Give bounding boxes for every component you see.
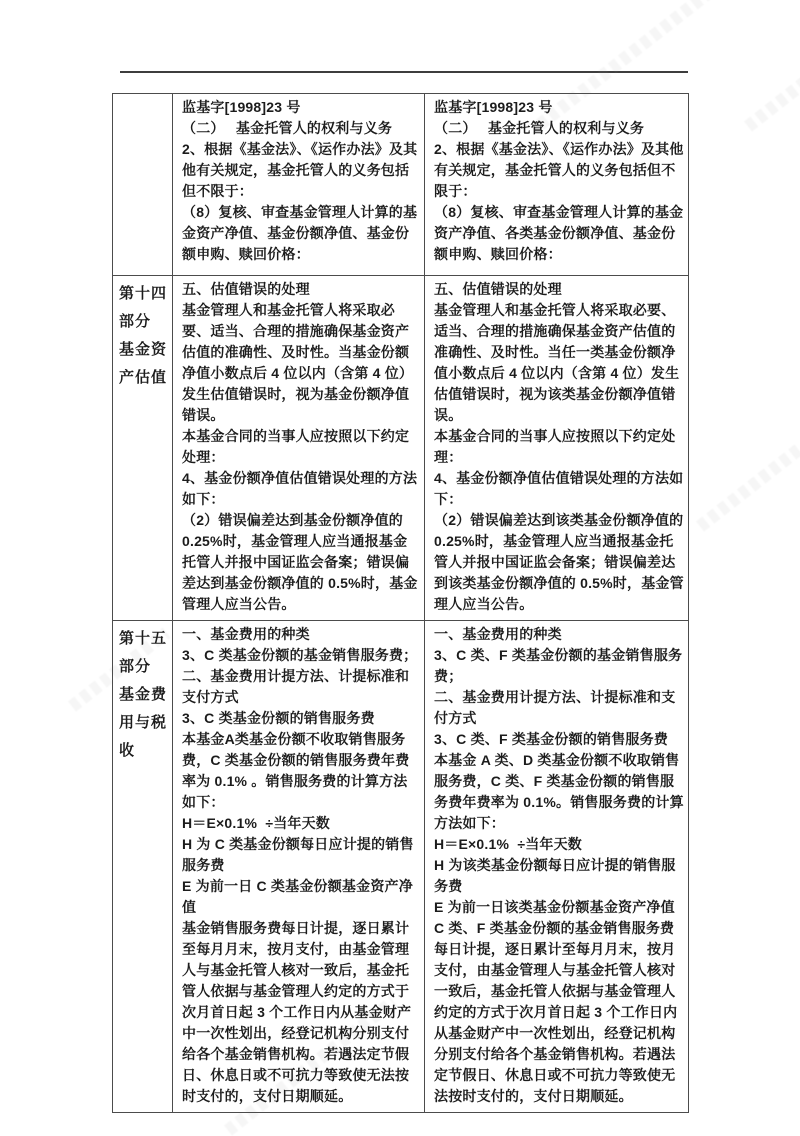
paragraph: 基金销售服务费每日计提，逐日累计至每月月末，按月支付，由基金管理人与基金托管人核对一致后，基金托管人依据与基金管理人约定的方式于次月首日起 3 个工作日内从基金财产中一次性划出，经登记机构分别支付给各个基金销售机构。若遇法定节假日、休息日或不可抗力等致使无法按时支付的，支付日期顺延。 (182, 920, 412, 1104)
paragraph: 一、基金费用的种类 (434, 626, 562, 642)
paragraph: 五、估值错误的处理 (182, 281, 310, 297)
old-version-cell (173, 621, 425, 1113)
paragraph: 本基金 A 类、D 类基金份额不收取销售服务费，C 类、F 类基金份额的销售服务费年费率为 0.1%。销售服务费的计算方法如下： (434, 752, 684, 831)
paragraph: 基金管理人和基金托管人将采取必要、适当、合理的措施确保基金资产估值的准确性、及时性。当基金份额净值小数点后 4 位以内（含第 4 位）发生估值错误时，视为基金份额净值错误。 (182, 302, 414, 423)
paragraph: 2、根据《基金法》、《运作办法》及其他有关规定，基金托管人的义务包括但不限于： (434, 141, 684, 199)
paragraph: 本基金合同的当事人应按照以下约定处理： (182, 428, 410, 465)
old-version-cell (173, 94, 425, 276)
section-label-cell (113, 621, 173, 1113)
section-label-line: 第十四部分 (119, 285, 168, 330)
paragraph: 二、基金费用计提方法、计提标准和支付方式 (434, 689, 676, 726)
old-version-cell (173, 276, 425, 621)
paragraph: 4、基金份额净值估值错误处理的方法如下： (434, 470, 684, 507)
paragraph: （8）复核、审查基金管理人计算的基金资产净值、基金份额净值、基金份额申购、赎回价格： (182, 204, 418, 262)
new-version-cell (425, 94, 689, 276)
watermark-streak (744, 66, 800, 132)
row-trustee-rights (113, 94, 689, 276)
section-label-line: 第十五部分 (119, 630, 168, 675)
paragraph: 4、基金份额净值估值错误处理的方法如下： (182, 470, 418, 507)
paragraph: （2）错误偏差达到基金份额净值的 0.25%时，基金管理人应当通报基金托管人并报中国证监会备案；错误偏差达到基金份额净值的 0.5%时，基金管理人应当公告。 (182, 512, 418, 612)
row-part-14-valuation (113, 276, 689, 621)
row-part-15-fees (113, 621, 689, 1113)
paragraph: 监基字[1998]23 号 (182, 99, 301, 115)
section-label-line: 基金资产估值 (119, 341, 168, 386)
section-label-cell (113, 276, 173, 621)
paragraph: 本基金合同的当事人应按照以下约定处理： (434, 428, 676, 465)
watermark-streak (696, 441, 800, 531)
new-version-cell (425, 276, 689, 621)
paragraph: （8）复核、审查基金管理人计算的基金资产净值、各类基金份额净值、基金份额申购、赎回价格： (434, 204, 684, 262)
paragraph: 2、根据《基金法》、《运作办法》及其他有关规定，基金托管人的义务包括但不限于： (182, 141, 418, 199)
section-label-line: 基金费用与税收 (119, 686, 168, 759)
paragraph: 3、C 类基金份额的基金销售服务费； (182, 647, 418, 663)
paragraph: C 类、F 类基金份额的基金销售服务费每日计提，逐日累计至每月月末，按月支付，由基金管理人与基金托管人核对一致后，基金托管人依据与基金管理人约定的方式于次月首日起 3 个工作日内从基金财产中一次性划出，经登记机构分别支付给各个基金销售机构。若遇法定节假日、休息日或不可抗力等致使无法按时支付的，支付日期顺延。 (434, 920, 678, 1104)
paragraph: 监基字[1998]23 号 (434, 99, 553, 115)
paragraph: 3、C 类、F 类基金份额的基金销售服务费； (434, 647, 683, 684)
paragraph: （2）错误偏差达到该类基金份额净值的 0.25%时，基金管理人应当通报基金托管人并报中国证监会备案；错误偏差达到该类基金份额净值的 0.5%时，基金管理人应当公告。 (434, 512, 688, 612)
header-rule (120, 71, 688, 73)
paragraph: H 为 C 类基金份额每日应计提的销售服务费 (182, 836, 414, 873)
paragraph: H 为该类基金份额每日应计提的销售服务费 (434, 857, 676, 894)
paragraph: （二） 基金托管人的权利与义务 (434, 120, 645, 136)
paragraph: 五、估值错误的处理 (434, 281, 562, 297)
contract-comparison-table (112, 93, 689, 1113)
paragraph: （二） 基金托管人的权利与义务 (182, 120, 393, 136)
paragraph: E 为前一日该类基金份额基金资产净值 (434, 899, 675, 915)
paragraph: H＝E×0.1% ÷当年天数 (182, 815, 330, 831)
paragraph: 本基金A类基金份额不收取销售服务费，C 类基金份额的销售服务费年费率为 0.1% 。销售服务费的计算方法如下： (182, 731, 410, 810)
paragraph: H＝E×0.1% ÷当年天数 (434, 836, 582, 852)
paragraph: 二、基金费用计提方法、计提标准和支付方式 (182, 668, 410, 705)
section-label-cell (113, 94, 173, 276)
new-version-cell (425, 621, 689, 1113)
paragraph: E 为前一日 C 类基金份额基金资产净值 (182, 878, 413, 915)
paragraph: 3、C 类基金份额的销售服务费 (182, 710, 375, 726)
paragraph: 3、C 类、F 类基金份额的销售服务费 (434, 731, 669, 747)
paragraph: 一、基金费用的种类 (182, 626, 310, 642)
paragraph: 基金管理人和基金托管人将采取必要、适当、合理的措施确保基金资产估值的准确性、及时性。当任一类基金份额净值小数点后 4 位以内（含第 4 位）发生估值错误时，视为该类基金份额净值错误。 (434, 302, 680, 423)
